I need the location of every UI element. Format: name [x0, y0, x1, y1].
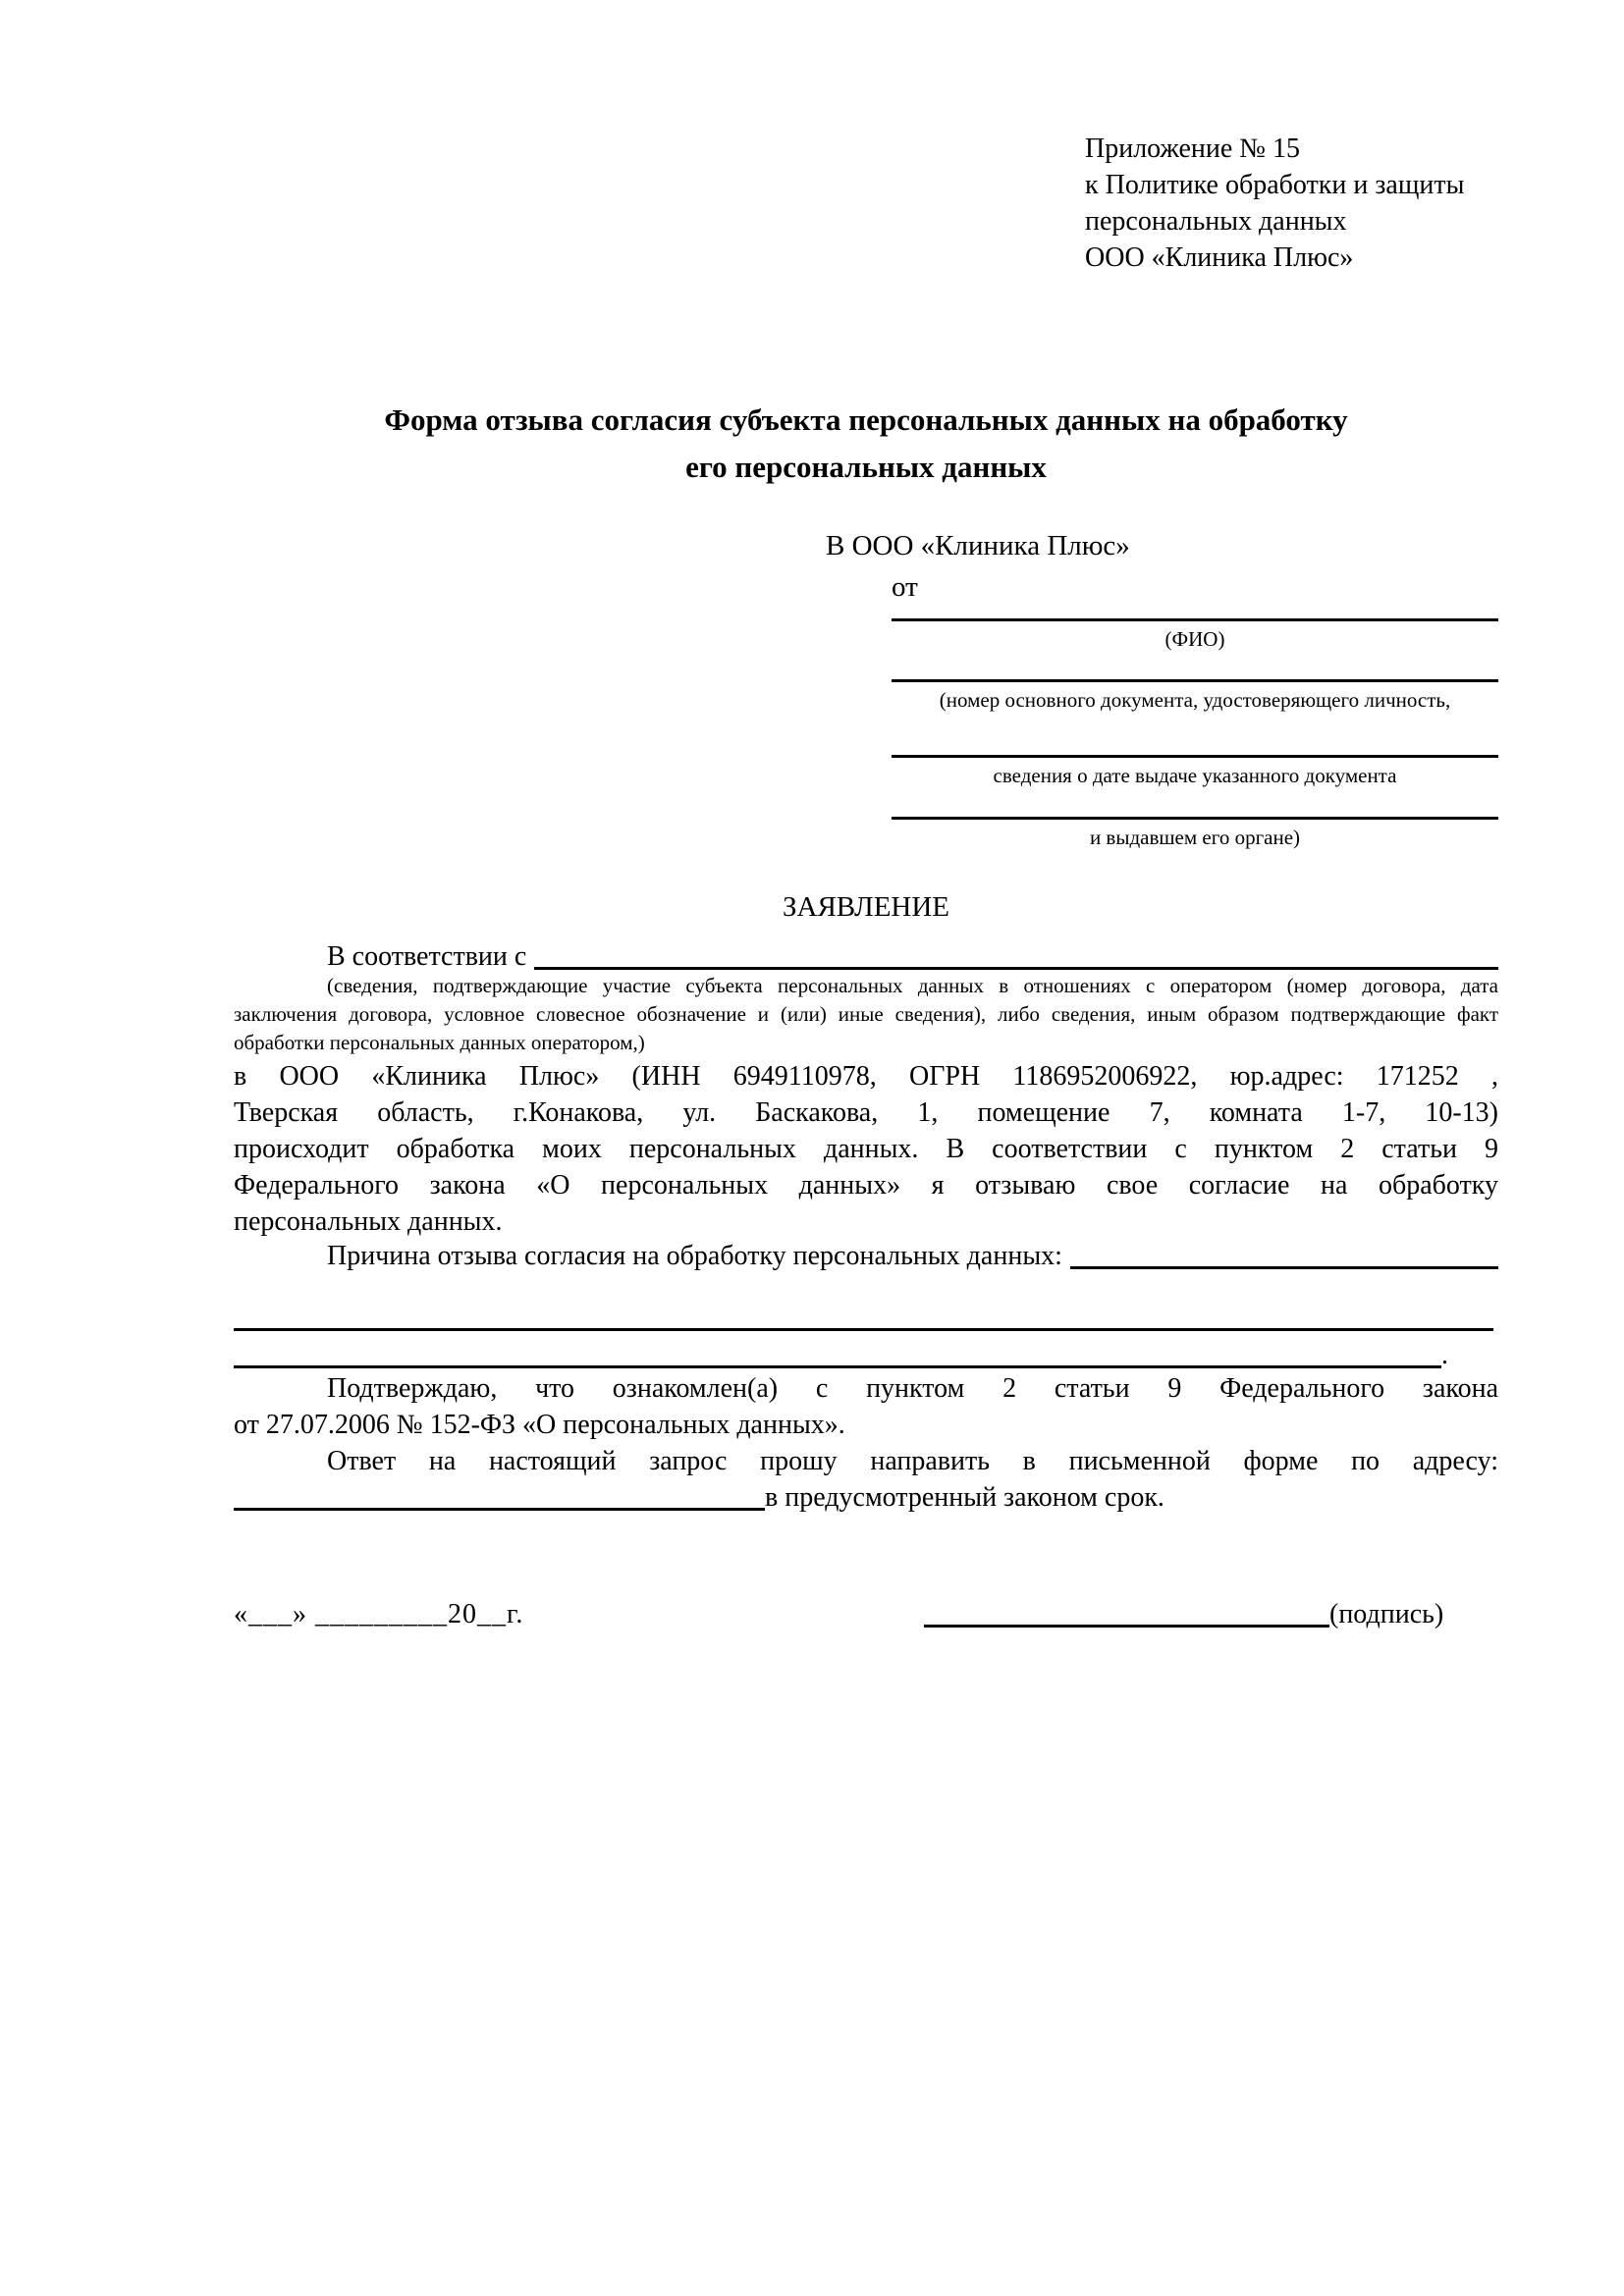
issuing-authority-blank-line — [892, 817, 1498, 820]
document-number-blank-line — [892, 679, 1498, 682]
reason-blank-line-3 — [234, 1365, 1441, 1368]
reason-prefix: Причина отзыва согласия на обработку персональных данных: — [327, 1241, 1062, 1271]
signature-blank-line — [924, 1625, 1329, 1628]
header-note-line-3: персональных данных — [1085, 206, 1347, 237]
reply-line: Ответ на настоящий запрос прошу направить в письменной форме по адресу: — [327, 1446, 1498, 1476]
body-line-3: происходит обработка моих персональных данных. В соответствии с пунктом 2 статьи 9 — [234, 1134, 1498, 1164]
intro-prefix: В соответствии с — [327, 941, 527, 972]
header-note-line-2: к Политике обработки и защиты — [1085, 170, 1465, 200]
date-blank: «___» _________20__г. — [234, 1599, 524, 1629]
document-title — [234, 397, 1498, 491]
body-line-1: в ООО «Клиника Плюс» (ИНН 6949110978, ОГРН 1186952006922, юр.адрес: 171252 , — [234, 1061, 1498, 1092]
footnote-line-2: заключения договора, условное словесное обозначение и (или) иные сведения), либо сведения, иным образом подтверждающие факт — [234, 1002, 1498, 1026]
header-note — [1085, 131, 1464, 276]
reason-row — [234, 1238, 1498, 1274]
reason-blank-line — [1070, 1266, 1498, 1269]
fio-label: (ФИО) — [1164, 627, 1225, 651]
issue-date-label: сведения о дате выдаче указанного документа — [993, 764, 1397, 787]
header-note-line-1: Приложение № 15 — [1085, 133, 1300, 164]
body-line-2: Тверская область, г.Конакова, ул. Баскакова, 1, помещение 7, комната 1-7, 10-13) — [234, 1097, 1498, 1128]
statement-heading: ЗАЯВЛЕНИЕ — [782, 891, 950, 923]
signature-label: (подпись) — [1329, 1599, 1444, 1629]
reason-blank-line-3-row — [234, 1337, 1498, 1373]
addressee-from-label: от — [892, 571, 918, 603]
address-blank-line — [234, 1508, 765, 1511]
intro-row — [234, 938, 1498, 975]
body-line-5: персональных данных. — [234, 1206, 503, 1237]
signature-group — [924, 1596, 1443, 1632]
footnote-line-1: (сведения, подтверждающие участие субъекта персональных данных в отношениях с оператором (номер договора, дата — [327, 974, 1498, 997]
footnote-line-3: обработки персональных данных оператором,) — [234, 1031, 645, 1054]
body-paragraph — [234, 1058, 1498, 1240]
confirmation-paragraph — [234, 1370, 1498, 1443]
title-line-1: Форма отзыва согласия субъекта персональных данных на обработку — [384, 402, 1348, 437]
header-note-line-4: ООО «Клиника Плюс» — [1085, 242, 1354, 273]
issuing-authority-label: и выдавшем его органе) — [1089, 826, 1301, 849]
intro-blank-line — [534, 967, 1498, 970]
issue-date-blank-line — [892, 755, 1498, 758]
document-number-label: (номер основного документа, удостоверяющего личность, — [939, 688, 1451, 712]
body-line-4: Федерального закона «О персональных данных» я отзываю свое согласие на обработку — [234, 1170, 1498, 1201]
reply-tail-row — [234, 1479, 1498, 1516]
reason-blank-line-2 — [234, 1328, 1493, 1331]
reply-tail-text: в предусмотренный законом срок. — [765, 1482, 1164, 1513]
addressee-to: В ООО «Клиника Плюс» — [826, 530, 1130, 561]
footnote — [234, 972, 1498, 1057]
fio-blank-line — [892, 618, 1498, 621]
confirmation-line-2: от 27.07.2006 № 152-ФЗ «О персональных данных». — [234, 1410, 845, 1440]
blank-line-period: . — [1441, 1340, 1448, 1370]
confirmation-line-1: Подтверждаю, что ознакомлен(а) с пунктом 2 статьи 9 Федерального закона — [327, 1373, 1498, 1404]
title-line-2: его персональных данных — [685, 450, 1047, 484]
